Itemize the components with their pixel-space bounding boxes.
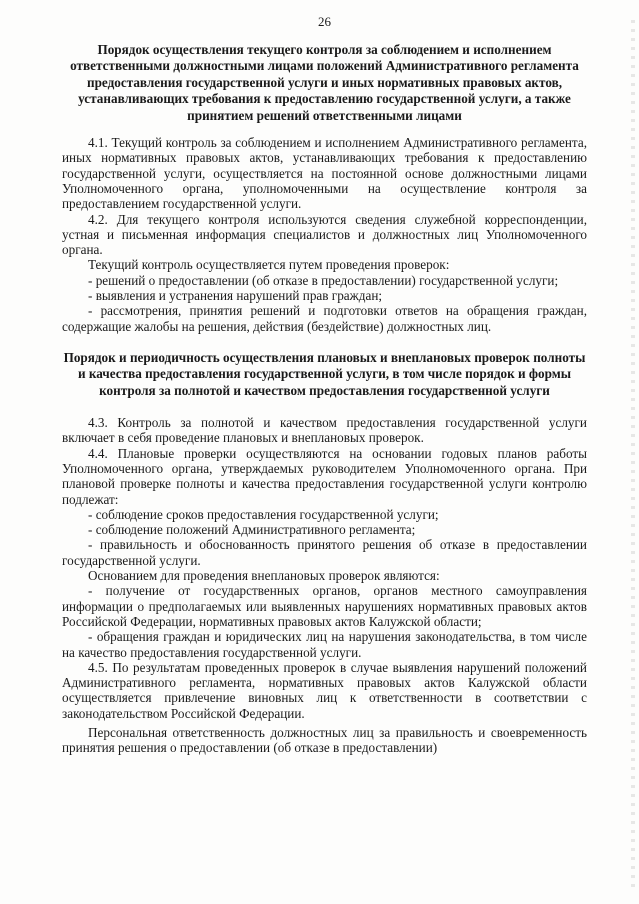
list-item-information-from-authorities: - получение от государственных органов, органов местного самоуправления информации о предполагаемых или выявленных нарушениях нормативных правовых актов Российской Федерации, нормативных правовых актов Калужской области; bbox=[62, 583, 587, 629]
paragraph-4-1: 4.1. Текущий контроль за соблюдением и исполнением Административного регламента, иных нормативных правовых актов, устанавливающих требования к предоставлению государственной услуги, осуществляется на постоянной основе должностными лицами Уполномоченного органа, уполномоченными на осуществление контроля за предоставлением государственной услуги. bbox=[62, 135, 587, 212]
list-item-check-complaints: - рассмотрения, принятия решений и подготовки ответов на обращения граждан, содержащие жалобы на решения, действия (бездействие) должностных лиц. bbox=[62, 303, 587, 334]
paragraph-current-control-intro: Текущий контроль осуществляется путем проведения проверок: bbox=[88, 257, 450, 273]
scan-edge-artifact bbox=[631, 20, 635, 890]
paragraph-4-2: 4.2. Для текущего контроля используются сведения служебной корреспонденции, устная и письменная информация специалистов и должностных лиц Уполномоченного органа. bbox=[62, 211, 587, 258]
list-item-refusal-correctness: - правильность и обоснованность принятого решения об отказе в предоставлении государственной услуги. bbox=[62, 537, 587, 568]
paragraph-unplanned-intro: Основанием для проведения внеплановых проверок являются: bbox=[88, 568, 440, 584]
page-content bbox=[62, 14, 587, 756]
list-item-deadlines: - соблюдение сроков предоставления государственной услуги; bbox=[88, 506, 439, 522]
paragraph-personal-responsibility: Персональная ответственность должностных лиц за правильность и своевременность принятия решения о предоставлении (об отказе в предоставлении) bbox=[62, 725, 587, 756]
list-item-check-decisions: - решений о предоставлении (об отказе в предоставлении) государственной услуги; bbox=[88, 272, 559, 288]
list-item-citizen-appeals: - обращения граждан и юридических лиц на нарушения законодательства, в том числе на качество предоставления государственной услуги. bbox=[62, 629, 587, 660]
paragraph-4-4: 4.4. Плановые проверки осуществляются на основании годовых планов работы Уполномоченного органа, утверждаемых руководителем Уполномоченного органа. При плановой проверке полноты и качества предоставления государственной услуги контролю подлежат: bbox=[62, 445, 587, 507]
paragraph-4-5: 4.5. По результатам проведенных проверок в случае выявления нарушений положений Административного регламента, нормативных правовых актов Калужской области осуществляется привлечение виновных лиц к ответственности в соответствии с законодательством Российской Федерации. bbox=[62, 659, 587, 721]
list-item-regulation-compliance: - соблюдение положений Административного регламента; bbox=[88, 522, 416, 538]
paragraph-4-3: 4.3. Контроль за полнотой и качеством предоставления государственной услуги включает в себя проведение плановых и внеплановых проверок. bbox=[62, 415, 587, 446]
section-heading-current-control: Порядок осуществления текущего контроля за соблюдением и исполнением ответственными должностными лицами положений Административного регламента предоставления государственной услуги и иных нормативных правовых актов, устанавливающих требования к предоставлению государственной услуги, а также принятием решений ответственными лицами bbox=[70, 42, 579, 123]
list-item-check-violations: - выявления и устранения нарушений прав граждан; bbox=[88, 288, 383, 303]
page-number: 26 bbox=[318, 14, 331, 29]
section-heading-planned-inspections: Порядок и периодичность осуществления плановых и внеплановых проверок полноты и качества предоставления государственной услуги, в том числе порядок и формы контроля за полнотой и качеством предоставления государственной услуги bbox=[63, 349, 586, 398]
